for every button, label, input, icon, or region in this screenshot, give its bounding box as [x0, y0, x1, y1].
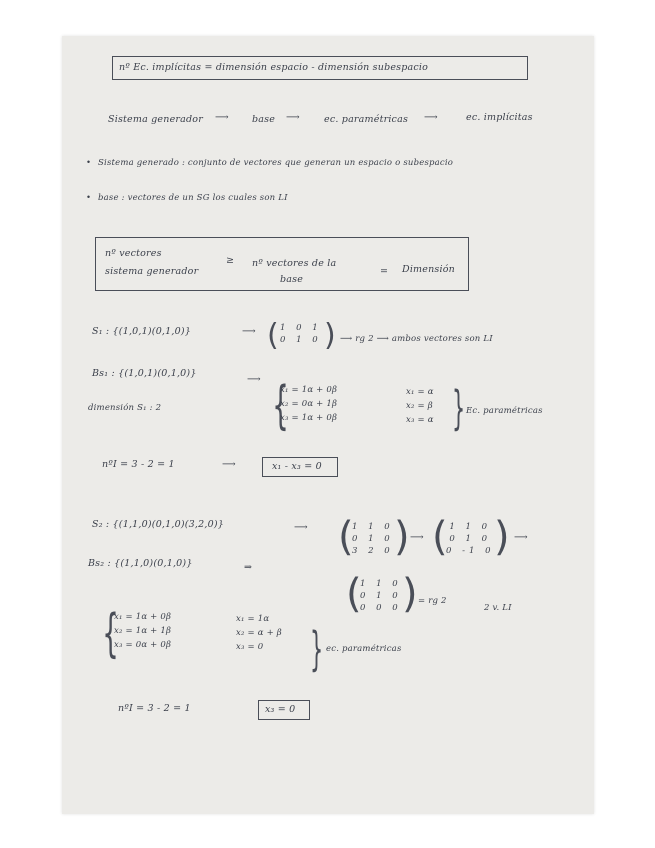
s1-matrix-row-1: 1 0 1 — [280, 323, 322, 333]
s2-matrix2-row-2: 0 1 0 — [449, 534, 492, 544]
s2-arrow-2: ⟶ — [410, 532, 424, 543]
s2-equations-right — [236, 612, 282, 654]
s1-eq-right-2: x₂ = β — [406, 401, 433, 411]
s2-matrix1-row-3: 3 2 0 — [352, 546, 394, 556]
bullet-dot-1: • — [86, 158, 92, 168]
s2-matrix2 — [446, 521, 495, 557]
box2-geq: ≥ — [226, 255, 235, 266]
box2-dimension: Dimensión — [402, 264, 455, 275]
s2-param-label: ec. paramétricas — [326, 644, 402, 654]
chain-arrow-1: ⟶ — [215, 112, 229, 123]
s1-matrix-row-2: 0 1 0 — [280, 335, 322, 345]
s2-basis: Bs₂ : {(1,1,0)(0,1,0)} — [88, 558, 193, 569]
bullet-dot-2: • — [86, 193, 92, 203]
s1-eq-left-2: x₂ = 0α + 1β — [280, 399, 338, 409]
s2-matrix3-left-paren: ( — [346, 571, 362, 617]
s2-matrix3-right-paren: ) — [402, 571, 418, 617]
s2-definition: S₂ : {(1,1,0)(0,1,0)(3,2,0)} — [92, 519, 224, 530]
box2-eq: = — [380, 266, 389, 277]
s2-li-count: 2 v. LI — [484, 603, 512, 613]
s1-rank-note: ⟶ rg 2 ⟶ ambos vectores son LI — [340, 334, 493, 344]
s2-eq-right-1: x₁ = 1α — [236, 614, 270, 624]
s1-matrix — [280, 322, 322, 346]
s2-matrix2-right-paren: ) — [494, 514, 510, 560]
s1-param-label: Ec. paramétricas — [466, 406, 543, 416]
s2-matrix3-row-1: 1 1 0 — [360, 579, 402, 589]
s2-eq-left-2: x₂ = 1α + 1β — [114, 626, 172, 636]
s2-matrix2-row-1: 1 1 0 — [449, 522, 492, 532]
s2-arrow: ⟶ — [294, 522, 308, 533]
chain-parametricas: ec. paramétricas — [324, 114, 409, 125]
s2-rank: = rg 2 — [418, 596, 447, 606]
s2-matrix3-row-2: 0 1 0 — [360, 591, 402, 601]
s1-eq-right-1: x₁ = α — [406, 387, 434, 397]
s1-eq-left-3: x₃ = 1α + 0β — [280, 413, 338, 423]
s1-equations-right — [406, 385, 434, 427]
chain-arrow-3: ⟶ — [424, 112, 438, 123]
chain-sistema-generador: Sistema generador — [108, 114, 203, 125]
s1-left-brace: { — [272, 376, 289, 436]
s2-matrix2-row-3: 0 -1 0 — [446, 546, 495, 556]
box2-mid-top: nº vectores de la — [252, 258, 337, 269]
s1-matrix-right-paren: ) — [324, 318, 336, 353]
s2-implies: ⇒ — [244, 562, 253, 573]
s2-matrix1 — [352, 521, 394, 557]
chain-base: base — [252, 114, 276, 125]
s2-implicit-count: nºI = 3 - 2 = 1 — [118, 703, 191, 714]
s1-result: x₁ - x₃ = 0 — [272, 461, 322, 472]
s1-equations-left — [280, 383, 337, 425]
bullet-base: base : vectores de un SG los cuales son LI — [98, 193, 288, 203]
s2-result: x₃ = 0 — [265, 704, 296, 715]
s2-eq-left-3: x₃ = 0α + 0β — [114, 640, 172, 650]
s2-eq-right-3: x₃ = 0 — [236, 642, 264, 652]
notebook-page — [62, 36, 594, 814]
s2-matrix1-left-paren: ( — [338, 514, 354, 560]
s1-implicit-count: nºI = 3 - 2 = 1 — [102, 459, 175, 470]
s2-matrix3 — [360, 578, 402, 614]
s1-implicit-arrow: ⟶ — [222, 459, 236, 470]
chain-implicitas: ec. implícitas — [466, 112, 533, 123]
s1-right-brace: } — [452, 381, 466, 435]
s1-dimension: dimensión S₁ : 2 — [88, 403, 162, 413]
s2-eq-right-2: x₂ = α + β — [236, 628, 282, 638]
s1-eq-left-1: x₁ = 1α + 0β — [280, 385, 338, 395]
box2-left-bottom: sistema generador — [105, 266, 199, 277]
s2-left-brace: { — [102, 604, 119, 664]
s2-matrix3-row-3: 0 0 0 — [360, 603, 402, 613]
s1-eq-right-3: x₃ = α — [406, 415, 434, 425]
s2-matrix1-right-paren: ) — [394, 514, 410, 560]
chain-arrow-2: ⟶ — [286, 112, 300, 123]
implicit-equations-formula: nº Ec. implícitas = dimensión espacio - dimensión subespacio — [119, 62, 429, 73]
box2-mid-bottom: base — [280, 274, 304, 285]
s1-matrix-left-paren: ( — [267, 318, 279, 353]
s1-basis: Bs₁ : {(1,0,1)(0,1,0)} — [92, 368, 197, 379]
s1-arrow: ⟶ — [242, 326, 256, 337]
s2-eq-left-1: x₁ = 1α + 0β — [114, 612, 172, 622]
s2-matrix1-row-2: 0 1 0 — [352, 534, 394, 544]
s2-right-brace: } — [310, 622, 324, 676]
box2-left-top: nº vectores — [105, 248, 162, 259]
s2-arrow-3: ⟶ — [514, 532, 528, 543]
s1-definition: S₁ : {(1,0,1)(0,1,0)} — [92, 326, 192, 337]
s1-basis-arrow: ⟶ — [247, 374, 261, 385]
s2-matrix2-left-paren: ( — [432, 514, 448, 560]
s2-equations-left — [114, 610, 171, 652]
bullet-sistema-generado: Sistema generado : conjunto de vectores que generan un espacio o subespacio — [98, 158, 454, 168]
s2-matrix1-row-1: 1 1 0 — [352, 522, 394, 532]
